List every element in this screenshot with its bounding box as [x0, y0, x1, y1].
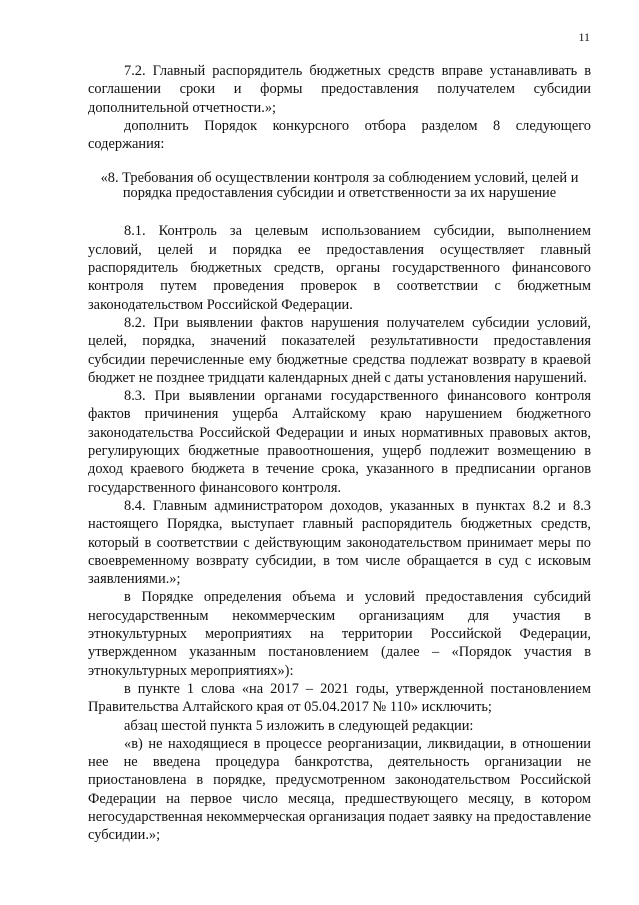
paragraph-point-5-intro: абзац шестой пункта 5 изложить в следующей редакции:	[124, 717, 474, 734]
paragraph-8-2: 8.2. При выявлении фактов нарушения получателем субсидии условий, целей, порядка, значений показателей результативности предоставления субсидии перечисленные ему бюджетные средства подлежат возврату в краевой бюджет не позднее тридцати календарных дней с даты установления нарушений.	[88, 314, 591, 386]
paragraph-8-1: 8.1. Контроль за целевым использованием субсидии, выполнением условий, целей и порядка ее предоставления осуществляет главный распорядитель бюджетных средств, органы государственного финансового контроля путем проведения проверок в соответствии с бюджетным законодательством Российской Федерации.	[88, 223, 591, 313]
paragraph-point-1: в пункте 1 слова «на 2017 – 2021 годы, утвержденной постановлением Правительства Алтайского края от 05.04.2017 № 110» исключить;	[88, 680, 591, 716]
section-8-heading: «8. Требования об осуществлении контроля за соблюдением условий, целей и порядка предоставления субсидии и ответственности за их нарушение	[100, 170, 579, 201]
paragraph-point-5-text: «в) не находящиеся в процессе реорганизации, ликвидации, в отношении нее не введена процедура банкротства, деятельность организации не приостановлена в порядке, предусмотренном законодательством Российской Федерации на первое число месяца, предшествующего месяцу, в котором негосударственная некоммерческая организация подает заявку на предоставление субсидии.»;	[88, 735, 591, 844]
paragraph-ethnocultural-order: в Порядке определения объема и условий предоставления субсидий негосударственным некоммерческим организациям для участия в этнокультурных мероприятиях на территории Российской Федерации, утвержденном указанным постановлением (далее – «Порядок участия в этнокультурных мероприятиях»):	[88, 589, 591, 679]
paragraph-8-3: 8.3. При выявлении органами государственного финансового контроля фактов причинения ущерба Алтайскому краю нарушением бюджетного законодательства Российской Федерации и иных нормативных правовых актов, регулирующих бюджетные правоотношения, ущерб подлежит возмещению в доход краевого бюджета в течение срока, указанного в предписании органов государственного финансового контроля.	[88, 388, 591, 496]
document-body	[88, 62, 591, 845]
page-number: 11	[578, 30, 590, 44]
paragraph-8-4: 8.4. Главным администратором доходов, указанных в пунктах 8.2 и 8.3 настоящего Порядка, выступает главный распорядитель бюджетных средств, который в соответствии с действующим законодательством принимает меры по своевременному возврату субсидии, в том числе обращается в суд с исковым заявлениями.»;	[88, 497, 591, 588]
paragraph-add-section-8: дополнить Порядок конкурсного отбора разделом 8 следующего содержания:	[88, 117, 591, 153]
paragraph-7-2: 7.2. Главный распорядитель бюджетных средств вправе устанавливать в соглашении сроки и формы предоставления получателем субсидии дополнительной отчетности.»;	[88, 63, 591, 116]
